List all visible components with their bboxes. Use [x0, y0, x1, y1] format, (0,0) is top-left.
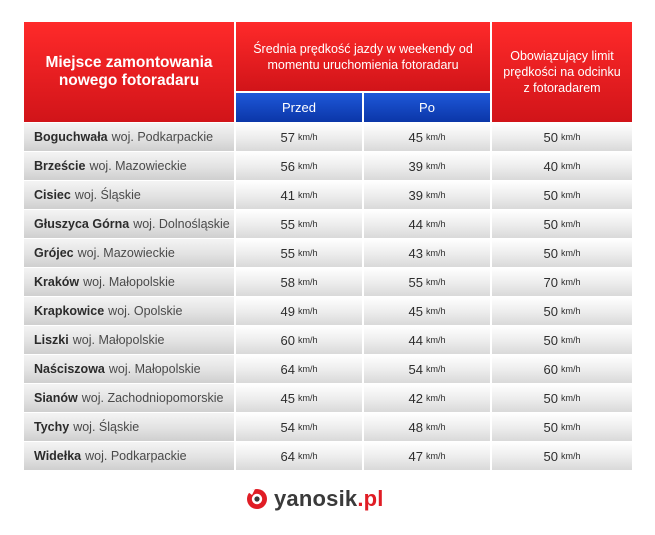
before-speed-cell [236, 355, 362, 383]
logo-name: yanosik [274, 486, 358, 511]
speed-unit: km/h [560, 306, 581, 316]
before-speed-cell [236, 413, 362, 441]
place-cell [24, 152, 234, 180]
limit-speed-value: 50 [543, 187, 558, 203]
speed-unit: km/h [425, 277, 446, 287]
table-row [24, 383, 632, 412]
speed-unit: km/h [560, 248, 581, 258]
speed-unit: km/h [297, 422, 318, 432]
after-speed-value: 54 [408, 361, 423, 377]
before-speed-value: 58 [280, 274, 295, 290]
after-speed-value: 44 [408, 216, 423, 232]
region-name: woj. Śląskie [74, 188, 141, 202]
before-speed-cell [236, 181, 362, 209]
limit-speed-cell [492, 326, 632, 354]
speed-unit: km/h [425, 132, 446, 142]
after-speed-value: 45 [408, 129, 423, 145]
after-speed-cell [364, 442, 490, 470]
speed-unit: km/h [297, 190, 318, 200]
before-speed-cell [236, 384, 362, 412]
speed-unit: km/h [425, 451, 446, 461]
table-row [24, 180, 632, 209]
after-speed-cell [364, 210, 490, 238]
speed-unit: km/h [425, 335, 446, 345]
after-speed-value: 44 [408, 332, 423, 348]
limit-speed-cell [492, 355, 632, 383]
before-speed-value: 64 [280, 448, 295, 464]
after-speed-cell [364, 239, 490, 267]
region-name: woj. Małopolskie [72, 333, 165, 347]
place-cell [24, 239, 234, 267]
table-row [24, 296, 632, 325]
speed-unit: km/h [560, 422, 581, 432]
speed-unit: km/h [560, 277, 581, 287]
region-name: woj. Dolnośląskie [133, 217, 230, 231]
speed-unit: km/h [560, 219, 581, 229]
city-name: Sianów [34, 391, 78, 405]
logo-tld: .pl [357, 486, 384, 511]
speed-unit: km/h [425, 190, 446, 200]
city-name: Kraków [34, 275, 80, 289]
header-place: Miejsce zamontowania nowego fotoradaru [24, 22, 234, 122]
city-name: Krapkowice [34, 304, 105, 318]
speed-unit: km/h [297, 335, 318, 345]
limit-speed-value: 50 [543, 129, 558, 145]
limit-speed-value: 50 [543, 303, 558, 319]
speed-unit: km/h [297, 161, 318, 171]
speed-unit: km/h [560, 364, 581, 374]
place-cell [24, 326, 234, 354]
city-name: Tychy [34, 420, 70, 434]
speed-unit: km/h [297, 248, 318, 258]
place-cell [24, 123, 234, 151]
after-speed-value: 42 [408, 390, 423, 406]
table-row [24, 325, 632, 354]
region-name: woj. Opolskie [108, 304, 183, 318]
speed-unit: km/h [560, 451, 581, 461]
city-name: Głuszyca Górna [34, 217, 130, 231]
speed-unit: km/h [297, 364, 318, 374]
speed-unit: km/h [560, 190, 581, 200]
city-name: Cisiec [34, 188, 71, 202]
speed-unit: km/h [425, 422, 446, 432]
limit-speed-value: 50 [543, 245, 558, 261]
speed-unit: km/h [297, 277, 318, 287]
table-header [24, 22, 632, 122]
yanosik-logo-icon [246, 488, 268, 510]
city-name: Boguchwała [34, 130, 108, 144]
speed-unit: km/h [297, 393, 318, 403]
after-speed-cell [364, 297, 490, 325]
limit-speed-cell [492, 413, 632, 441]
before-speed-value: 57 [280, 129, 295, 145]
after-speed-value: 43 [408, 245, 423, 261]
logo-text [274, 486, 384, 512]
header-limit: Obowiązujący limit prędkości na odcinku z fotoradarem [492, 22, 632, 122]
limit-speed-value: 50 [543, 419, 558, 435]
city-name: Naściszowa [34, 362, 105, 376]
place-cell [24, 181, 234, 209]
before-speed-cell [236, 297, 362, 325]
limit-speed-cell [492, 210, 632, 238]
region-name: woj. Małopolskie [108, 362, 201, 376]
table-body [24, 122, 632, 470]
table-row [24, 209, 632, 238]
limit-speed-cell [492, 239, 632, 267]
limit-speed-value: 60 [543, 361, 558, 377]
header-after: Po [364, 93, 490, 122]
limit-speed-cell [492, 442, 632, 470]
limit-speed-cell [492, 297, 632, 325]
limit-speed-value: 50 [543, 216, 558, 232]
speed-unit: km/h [425, 219, 446, 229]
speed-unit: km/h [425, 306, 446, 316]
after-speed-value: 39 [408, 187, 423, 203]
table-row [24, 354, 632, 383]
after-speed-value: 47 [408, 448, 423, 464]
after-speed-cell [364, 152, 490, 180]
before-speed-value: 41 [280, 187, 295, 203]
region-name: woj. Mazowieckie [77, 246, 175, 260]
after-speed-value: 39 [408, 158, 423, 174]
limit-speed-value: 50 [543, 390, 558, 406]
place-cell [24, 210, 234, 238]
city-name: Widełka [34, 449, 82, 463]
city-name: Brzeście [34, 159, 86, 173]
region-name: woj. Podkarpackie [111, 130, 214, 144]
speed-unit: km/h [560, 393, 581, 403]
before-speed-cell [236, 442, 362, 470]
table-row [24, 441, 632, 470]
city-name: Grójec [34, 246, 74, 260]
limit-speed-value: 70 [543, 274, 558, 290]
place-cell [24, 355, 234, 383]
speed-unit: km/h [560, 161, 581, 171]
yanosik-logo [246, 484, 384, 514]
region-name: woj. Podkarpackie [85, 449, 187, 463]
region-name: woj. Mazowieckie [89, 159, 187, 173]
before-speed-value: 56 [280, 158, 295, 174]
speed-unit: km/h [425, 364, 446, 374]
speed-unit: km/h [297, 219, 318, 229]
region-name: woj. Śląskie [73, 420, 140, 434]
header-before: Przed [236, 93, 362, 122]
before-speed-value: 45 [280, 390, 295, 406]
speed-unit: km/h [297, 306, 318, 316]
limit-speed-cell [492, 181, 632, 209]
before-speed-value: 60 [280, 332, 295, 348]
before-speed-cell [236, 210, 362, 238]
speed-unit: km/h [425, 248, 446, 258]
before-speed-cell [236, 268, 362, 296]
place-cell [24, 384, 234, 412]
place-cell [24, 442, 234, 470]
limit-speed-value: 40 [543, 158, 558, 174]
before-speed-value: 54 [280, 419, 295, 435]
place-cell [24, 297, 234, 325]
after-speed-cell [364, 268, 490, 296]
header-avg-speed: Średnia prędkość jazdy w weekendy od momentu uruchomienia fotoradaru [236, 22, 490, 91]
limit-speed-value: 50 [543, 448, 558, 464]
table-row [24, 151, 632, 180]
limit-speed-cell [492, 384, 632, 412]
limit-speed-value: 50 [543, 332, 558, 348]
after-speed-cell [364, 384, 490, 412]
before-speed-value: 49 [280, 303, 295, 319]
region-name: woj. Małopolskie [83, 275, 175, 289]
speed-unit: km/h [560, 132, 581, 142]
limit-speed-cell [492, 123, 632, 151]
table-row [24, 412, 632, 441]
after-speed-cell [364, 413, 490, 441]
before-speed-cell [236, 152, 362, 180]
before-speed-value: 55 [280, 245, 295, 261]
after-speed-value: 45 [408, 303, 423, 319]
after-speed-cell [364, 355, 490, 383]
before-speed-cell [236, 239, 362, 267]
after-speed-value: 55 [408, 274, 423, 290]
table-row [24, 267, 632, 296]
after-speed-value: 48 [408, 419, 423, 435]
limit-speed-cell [492, 152, 632, 180]
after-speed-cell [364, 123, 490, 151]
limit-speed-cell [492, 268, 632, 296]
speed-table [24, 22, 632, 470]
after-speed-cell [364, 326, 490, 354]
before-speed-cell [236, 326, 362, 354]
after-speed-cell [364, 181, 490, 209]
speed-unit: km/h [297, 132, 318, 142]
speed-unit: km/h [560, 335, 581, 345]
speed-unit: km/h [425, 161, 446, 171]
before-speed-value: 55 [280, 216, 295, 232]
place-cell [24, 413, 234, 441]
table-row [24, 122, 632, 151]
before-speed-cell [236, 123, 362, 151]
region-name: woj. Zachodniopomorskie [81, 391, 224, 405]
place-cell [24, 268, 234, 296]
speed-unit: km/h [297, 451, 318, 461]
before-speed-value: 64 [280, 361, 295, 377]
city-name: Liszki [34, 333, 69, 347]
speed-unit: km/h [425, 393, 446, 403]
table-row [24, 238, 632, 267]
